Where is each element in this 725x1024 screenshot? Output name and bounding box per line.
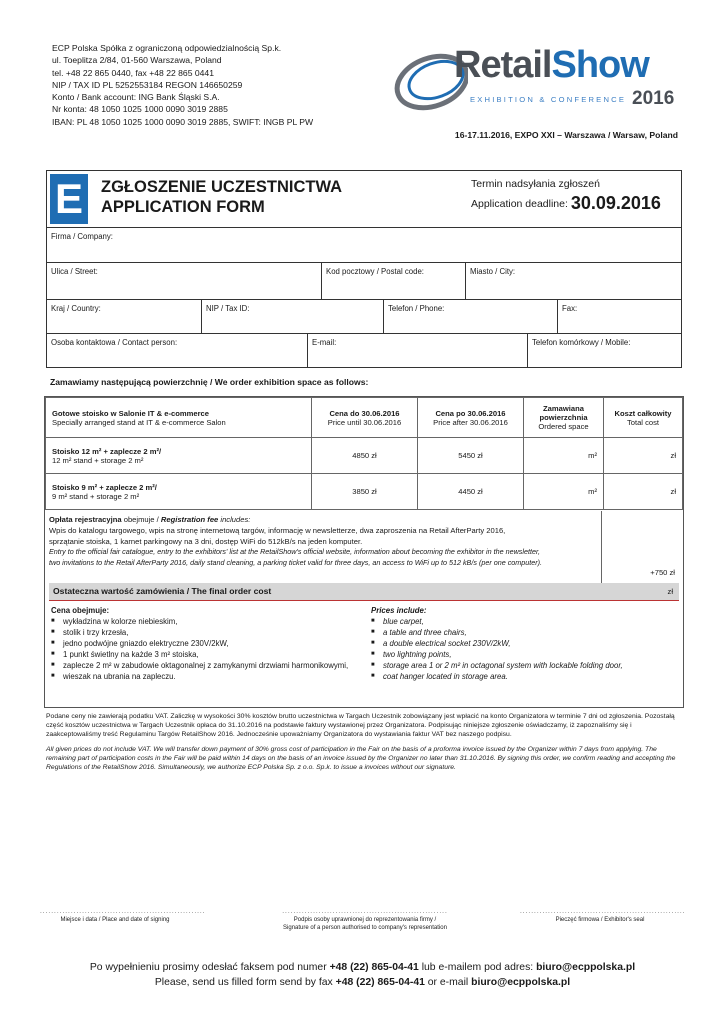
ordered-space-input[interactable]: m² (524, 474, 604, 510)
footer-pl (0, 960, 725, 975)
header-total-cost (604, 398, 683, 438)
mobile-field[interactable] (527, 334, 681, 367)
field-row (47, 334, 681, 367)
list-item: ■ jedno podwójne gniazdo elektryczne 230V/2kW, (51, 638, 371, 649)
stand-name-en: 12 m² stand + storage 2 m² (52, 455, 144, 465)
header-price-until-en: Price until 30.06.2016 (327, 417, 402, 427)
header-price-after-pl: Cena po 30.06.2016 (435, 408, 506, 418)
deadline-label: Termin nadsyłania zgłoszeń (471, 178, 600, 190)
company-line: IBAN: PL 48 1050 1025 1000 0090 3019 2885, SWIFT: INGB PL PW (52, 116, 314, 127)
company-line: tel. +48 22 865 0440, fax +48 22 865 0441 (52, 67, 214, 78)
stand-name-pl: Stoisko 9 m² + zaplecze 2 m²/ (52, 482, 157, 492)
form-title-pl: ZGŁOSZENIE UCZESTNICTWA (101, 178, 343, 196)
stand-name-en: 9 m² stand + storage 2 m² (52, 491, 140, 501)
signature-representative[interactable] (250, 908, 480, 932)
list-item: ■ wieszak na ubrania na zapleczu. (51, 671, 371, 682)
header-price-until (312, 398, 418, 438)
field-label: E-mail: (312, 338, 337, 347)
footer-fax: +48 (22) 865-04-41 (329, 962, 419, 973)
table-header-row (46, 398, 683, 438)
header-ordered-pl: Zamawiana powierzchnia (539, 404, 588, 422)
registration-fee (49, 515, 679, 569)
company-field[interactable] (47, 228, 681, 262)
field-label: Firma / Company: (51, 232, 113, 241)
field-label: Ulica / Street: (51, 267, 98, 276)
ordered-space-input[interactable]: m² (524, 438, 604, 474)
field-label: Kod pocztowy / Postal code: (326, 267, 424, 276)
footer-text: Po wypełnieniu prosimy odesłać faksem pod numer (89, 962, 330, 973)
logo-year: 2016 (632, 88, 675, 109)
footer-text: lub e-mailem pod adres: (418, 962, 537, 973)
includes-pl-title: Cena obejmuje: (51, 606, 110, 615)
list-item: ■ zaplecze 2 m² w zabudowie oktagonalnej z zamykanymi drzwiami harmonikowymi, (51, 660, 371, 671)
footer (0, 960, 725, 990)
price-until-cell: 4850 zł (312, 438, 418, 474)
field-row (47, 300, 681, 334)
header-price-after-en: Price after 30.06.2016 (433, 417, 508, 427)
contact-person-field[interactable] (47, 334, 307, 367)
list-item: ■ stolik i trzy krzesła, (51, 627, 371, 638)
header-stand-en: Specially arranged stand at IT & e-commerce Salon (52, 417, 226, 427)
list-item: ■ storage area 1 or 2 m² in octagonal system with lockable folding door, (371, 660, 671, 671)
order-table (45, 397, 683, 510)
includes-en-list (371, 616, 671, 682)
notes-en: All given prices do not include VAT. We will transfer down payment of 30% gross cost of participation in the Fair on the basis of a proforma invoice issued by the Organizer within 7 days from applying. The remaining part of participation costs in the Fair will be paid within 14 days on the basis of an invoice issued by the Organizer no later than 31.10.2016. By signing this order, we confirm reading and accepting the Regulations of the RetailShow 2016. Simultaneously, we authorize ECP Polska Sp. z o.o. Sp.k. to issue a invoices without our signature. (46, 745, 676, 772)
footer-text: or e-mail (424, 977, 472, 988)
company-info (52, 42, 313, 128)
event-line: 16-17.11.2016, EXPO XXI – Warszawa / Warsaw, Poland (454, 130, 678, 140)
fax-field[interactable] (557, 300, 681, 333)
header-stand (46, 398, 312, 438)
fee-title-bold: Opłata rejestracyjna (49, 515, 122, 524)
company-line: NIP / TAX ID PL 5252553184 REGON 146650259 (52, 79, 243, 90)
form-fields (46, 228, 682, 368)
street-field[interactable] (47, 263, 321, 299)
header-ordered-en: Ordered space (538, 422, 589, 431)
form-title (101, 177, 342, 217)
postal-code-field[interactable] (321, 263, 465, 299)
company-line: ECP Polska Spółka z ograniczoną odpowiedzialnością Sp.k. (52, 43, 282, 53)
field-label: Osoba kontaktowa / Contact person: (51, 338, 178, 347)
fee-total: +750 zł (650, 568, 675, 577)
footer-email-link[interactable]: biuro@ecppolska.pl (471, 977, 571, 988)
list-item: ■ 1 punkt świetlny na każde 3 m² stoiska, (51, 649, 371, 660)
signature-line: ........................................................... (520, 908, 686, 915)
signature-line: ........................................................... (40, 908, 206, 915)
total-cost-input[interactable]: zł (604, 474, 683, 510)
country-field[interactable] (47, 300, 201, 333)
footer-en (0, 975, 725, 990)
phone-field[interactable] (383, 300, 557, 333)
final-cost-input[interactable]: zł (667, 587, 673, 596)
stand-name-cell (46, 474, 312, 510)
final-cost-row (49, 583, 679, 601)
header-price-until-pl: Cena do 30.06.2016 (329, 408, 400, 418)
fee-title-mid: obejmuje / (121, 515, 161, 524)
logo-subtitle: EXHIBITION & CONFERENCE (470, 95, 627, 104)
header-ordered-space (524, 398, 604, 438)
includes-pl-list (51, 616, 371, 682)
price-after-cell: 4450 zł (418, 474, 524, 510)
list-item: ■ blue carpet, (371, 616, 671, 627)
field-label: Miasto / City: (470, 267, 516, 276)
price-until-cell: 3850 zł (312, 474, 418, 510)
deadline-row (471, 193, 661, 214)
deadline-en: Application deadline: (471, 198, 568, 210)
signature-caption: Signature of a person authorised to company's representation (283, 925, 447, 931)
footer-fax: +48 (22) 865-04-41 (335, 977, 425, 988)
header-price-after (418, 398, 524, 438)
includes-en-title: Prices include: (371, 606, 427, 615)
list-item: ■ a double electrical socket 230V/2kW, (371, 638, 671, 649)
fee-pl-line: sprzątanie stoiska, 1 karnet parkingowy na 3 dni, dostęp WiFi do 512kB/s na jeden komputer. (49, 536, 363, 546)
field-label: Kraj / Country: (51, 304, 101, 313)
form-badge: E (50, 174, 88, 224)
logo-wordmark (454, 44, 649, 87)
fee-pl-line: Wpis do katalogu targowego, wpis na stronę internetową targów, informację w newsletterze, dwa zaproszenia na Retail AfterParty 2016, (49, 525, 506, 535)
stand-name-pl: Stoisko 12 m² + zaplecze 2 m²/ (52, 446, 162, 456)
fee-en-line: Entry to the official fair catalogue, entry to the exhibitors' list at the RetailShow's official website, information about becoming the exhibitor in the newsletter, (49, 547, 540, 557)
company-line: ul. Toeplitza 2/84, 01-560 Warszawa, Poland (52, 55, 222, 66)
table-row (46, 474, 683, 510)
email-field[interactable] (307, 334, 527, 367)
signature-caption: Pieczęć firmowa / Exhibitor's seal (555, 917, 645, 923)
includes-en (371, 605, 671, 682)
field-label: NIP / Tax ID: (206, 304, 250, 313)
city-field[interactable] (465, 263, 681, 299)
fee-title-end: includes: (218, 515, 251, 524)
tax-id-field[interactable] (201, 300, 383, 333)
order-title: Zamawiamy następującą powierzchnię / We order exhibition space as follows: (50, 377, 369, 387)
order-section (44, 396, 684, 708)
terms-notes (46, 712, 682, 777)
includes-pl (51, 605, 371, 682)
logo-word-show: Show (551, 44, 649, 86)
list-item: ■ coat hanger located in storage area. (371, 671, 671, 682)
price-after-cell: 5450 zł (418, 438, 524, 474)
signature-caption: Podpis osoby uprawnionej do reprezentowania firmy / (293, 917, 437, 923)
list-item: ■ wykładzina w kolorze niebieskim, (51, 616, 371, 627)
total-cost-input[interactable]: zł (604, 438, 683, 474)
field-row (47, 228, 681, 263)
header-stand-pl: Gotowe stoisko w Salonie IT & e-commerce (52, 408, 209, 418)
fee-title (49, 515, 679, 526)
retailshow-logo (388, 44, 688, 116)
signature-line: ........................................................... (282, 908, 448, 915)
footer-text: Please, send us filled form send by fax (154, 977, 336, 988)
fee-en-line: two invitations to the Retail AfterParty 2016, daily stand cleaning, a parking ticket valid for three days, an access to WiFi up to 512 kB/s (per one computer). (49, 558, 543, 568)
field-label: Telefon / Phone: (388, 304, 445, 313)
header-total-en: Total cost (626, 417, 660, 427)
list-item: ■ two lightning points, (371, 649, 671, 660)
signature-place-date[interactable] (40, 908, 206, 924)
company-line: Konto / Bank account: ING Bank Śląski S.A. (52, 92, 220, 103)
company-line: Nr konta: 48 1050 1025 1000 0090 3019 2885 (52, 104, 228, 115)
field-label: Fax: (562, 304, 578, 313)
final-cost-label: Ostateczna wartość zamówienia / The final order cost (53, 586, 272, 596)
form-title-en: APPLICATION FORM (101, 198, 265, 216)
fee-title-en: Registration fee (160, 515, 219, 524)
table-row (46, 438, 683, 474)
logo-word-retail: Retail (454, 44, 552, 86)
list-item: ■ a table and three chairs, (371, 627, 671, 638)
field-label: Telefon komórkowy / Mobile: (532, 338, 631, 347)
field-row (47, 263, 681, 300)
signature-seal[interactable] (520, 908, 686, 924)
form-header (46, 170, 682, 228)
notes-pl: Podane ceny nie zawierają podatku VAT. Zaliczkę w wysokości 30% kosztów brutto uczestnictwa w Targach Uczestnik zobowiązany jest wpłacić na konto Organizatora w terminie 7 dni od zgłoszenia. Pozostałą część kosztów uczestnictwa w Targach Uczestnik opłaca do 31.10.2016 na podstawie faktury wystawionej przez Organizatora. Podpisując niniejsze zgłoszenie oświadczamy, iż zapoznaliśmy się i zaakceptowaliśmy treść Regulaminu Targów RetailShow 2016. Jednocześnie upoważniamy Organizatora do wystawiania faktur VAT bez naszego podpisu. (46, 713, 675, 739)
header-total-pl: Koszt całkowity (614, 408, 672, 418)
stand-name-cell (46, 438, 312, 474)
deadline-date: 30.09.2016 (570, 193, 661, 213)
signature-caption: Miejsce i data / Place and date of signing (60, 917, 170, 923)
footer-email-link[interactable]: biuro@ecppolska.pl (536, 962, 636, 973)
